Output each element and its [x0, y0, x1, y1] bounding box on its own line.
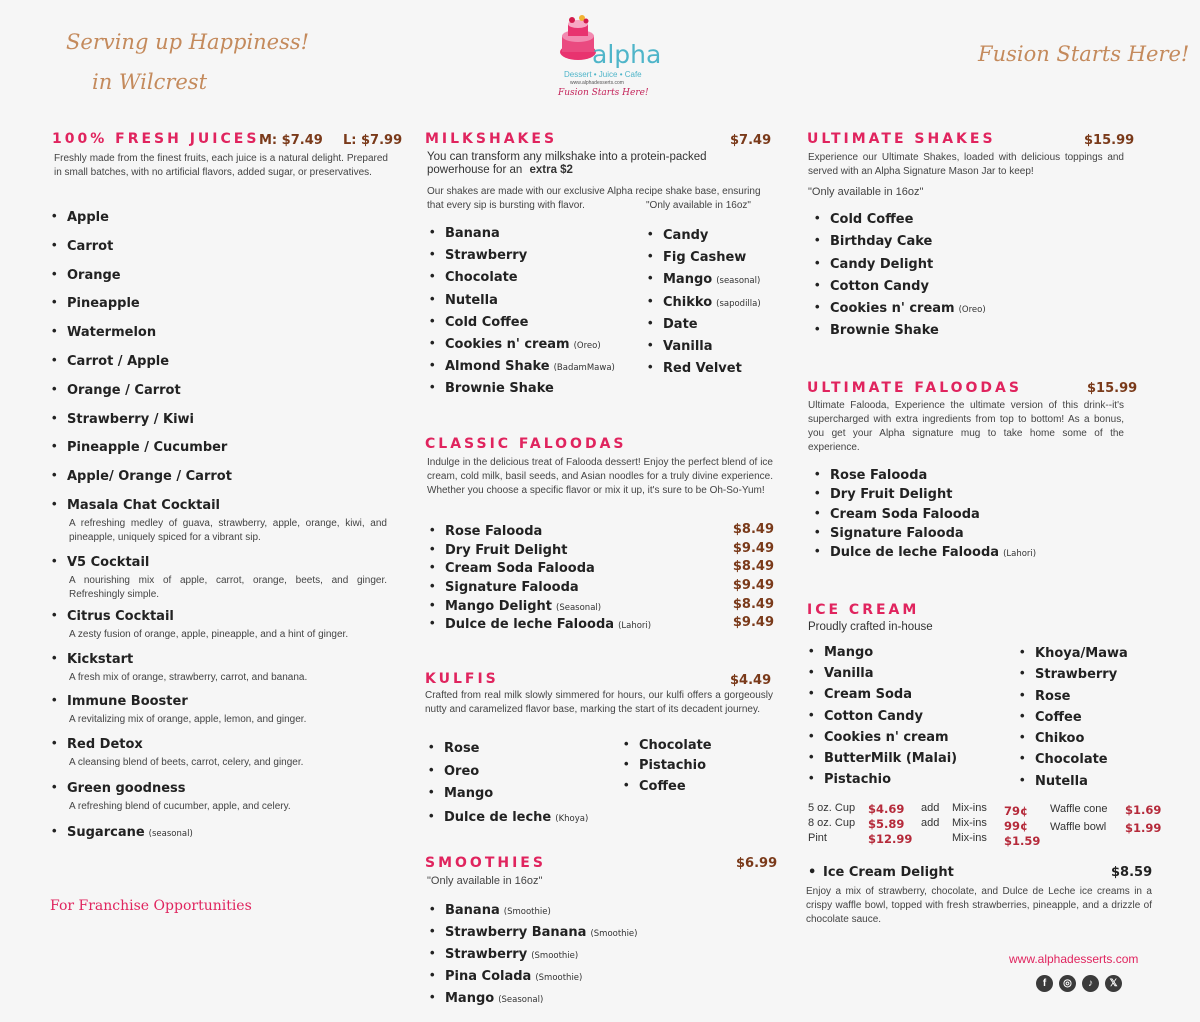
item-name: Dulce de leche Falooda	[830, 545, 1000, 561]
item-name: Red Velvet	[663, 361, 742, 377]
item-price: $8.49	[732, 559, 774, 575]
item-name: Apple	[67, 210, 109, 225]
item-note: (Khoya)	[555, 814, 589, 824]
ultimate-shakes-list	[830, 210, 986, 344]
list-item	[1035, 665, 1128, 686]
list-item	[824, 643, 957, 664]
item-desc: A zesty fusion of orange, apple, pineapple, and a hint of ginger.	[69, 628, 349, 640]
tiktok-icon[interactable]: ♪	[1082, 975, 1099, 992]
list-item	[830, 505, 1036, 524]
item-name: Candy	[663, 228, 709, 243]
item-name: Dulce de leche Falooda	[445, 617, 615, 633]
list-item	[445, 246, 615, 268]
list-item	[67, 692, 387, 735]
list-item	[830, 255, 986, 277]
list-item	[824, 728, 957, 749]
list-item	[639, 777, 712, 797]
item-name: Chocolate	[1035, 752, 1108, 768]
item-name: Chocolate	[445, 270, 518, 286]
item-name: Chikoo	[1035, 731, 1085, 747]
list-item	[445, 522, 774, 541]
juices-price-m: M: $7.49	[259, 133, 323, 148]
list-item	[663, 270, 761, 292]
item-name: Pistachio	[824, 772, 892, 788]
list-item	[1035, 729, 1128, 750]
list-item	[67, 823, 387, 852]
ultimate-faloodas-price: $15.99	[1087, 381, 1138, 396]
item-name: Orange	[67, 267, 121, 283]
item-name: Nutella	[1035, 773, 1088, 789]
list-item	[445, 615, 774, 634]
list-item	[830, 543, 1036, 562]
item-name: Coffee	[639, 778, 686, 794]
item-name: Cookies n' cream	[830, 301, 955, 317]
item-desc: A revitalizing mix of orange, apple, lemon, and ginger.	[69, 713, 307, 725]
item-name: Pineapple / Cucumber	[67, 440, 228, 456]
list-item	[67, 650, 387, 692]
item-name: Brownie Shake	[830, 323, 939, 339]
smoothies-title: SMOOTHIES	[425, 855, 546, 871]
list-item	[67, 208, 387, 237]
logo-url: www.alphadesserts.com	[570, 80, 624, 86]
item-price: $9.49	[732, 578, 774, 594]
size-label: 8 oz. Cup	[808, 817, 856, 829]
logo-name: alpha	[592, 40, 662, 69]
list-item	[830, 277, 986, 299]
classic-list	[445, 522, 774, 634]
milkshakes-desc2: Our shakes are made with our exclusive Alpha recipe shake base, ensuring that every sip is bursting with flavor.	[427, 186, 761, 211]
ultimate-shakes-price: $15.99	[1084, 133, 1135, 148]
list-item	[830, 466, 1036, 485]
kulfis-list-1	[444, 739, 588, 831]
item-name: Coffee	[1035, 709, 1082, 725]
list-item	[445, 597, 774, 616]
item-desc: A nourishing mix of apple, carrot, orange, beets, and ginger. Refreshingly simple.	[69, 574, 387, 600]
item-name: Pistachio	[639, 758, 707, 774]
item-price: $8.49	[732, 596, 774, 612]
waffle-label: Waffle bowl	[1050, 821, 1107, 833]
waffle-price: $1.69	[1125, 803, 1162, 817]
item-name: Cotton Candy	[830, 278, 929, 294]
item-note: (sapodilla)	[716, 298, 761, 309]
list-item	[830, 321, 986, 343]
list-item	[445, 313, 615, 335]
list-item	[67, 553, 387, 607]
item-name: Nutella	[445, 292, 498, 308]
list-item	[445, 923, 637, 945]
item-name: Signature Falooda	[830, 525, 964, 541]
franchise-link[interactable]: For Franchise Opportunities	[50, 898, 252, 914]
mixin-add: add	[921, 817, 940, 829]
logo-slogan: Fusion Starts Here!	[558, 88, 649, 98]
list-item	[67, 381, 387, 410]
logo-sub: Dessert • Juice • Cafe	[564, 70, 642, 79]
item-name: Chocolate	[639, 738, 712, 753]
list-item	[663, 293, 761, 315]
list-item	[663, 359, 761, 381]
list-item	[830, 210, 986, 232]
item-name: Vanilla	[824, 666, 874, 682]
item-name: Brownie Shake	[445, 381, 554, 397]
list-item	[830, 232, 986, 254]
item-name: ButterMilk (Malai)	[824, 750, 958, 766]
x-icon[interactable]: 𝕏	[1105, 975, 1122, 992]
classic-desc: Indulge in the delicious treat of Falooda dessert! Enjoy the perfect blend of ice cream, cold milk, basil seeds, and Asian noodles for a truly divine experience. Whether you choose a specific flavor or mix it up, it's sure to be Oh-So-Yum!	[427, 457, 773, 496]
mixin-price: 79¢	[1004, 804, 1029, 818]
milkshakes-desc1	[427, 151, 727, 177]
list-item	[824, 770, 957, 791]
list-item	[830, 485, 1036, 504]
item-name: Rose Falooda	[445, 524, 543, 539]
item-name: Strawberry	[1035, 667, 1118, 683]
item-name: Almond Shake	[445, 359, 550, 375]
classic-title: CLASSIC FALOODAS	[425, 436, 627, 452]
item-price: $9.49	[732, 615, 774, 631]
item-name: Banana	[445, 903, 500, 918]
item-name: Cold Coffee	[830, 212, 914, 227]
item-name: Rose	[444, 741, 480, 756]
juices-list	[67, 208, 387, 852]
juices-desc: Freshly made from the finest fruits, each juice is a natural delight. Prepared in small batches, with no artificial flavors, added sugar, or preservatives.	[54, 153, 388, 178]
list-item	[639, 756, 712, 776]
item-note: (Smoothie)	[535, 973, 583, 983]
list-item	[67, 496, 387, 553]
item-name: Mango	[445, 991, 495, 1006]
mixin-label: Mix-ins	[952, 802, 987, 814]
item-desc: A cleansing blend of beets, carrot, celery, and ginger.	[69, 756, 304, 768]
item-note: (Smoothie)	[590, 929, 638, 939]
size-price: $4.69	[868, 802, 905, 816]
size-row	[808, 802, 905, 816]
list-item	[445, 901, 637, 923]
item-name: Pina Colada	[445, 969, 532, 984]
list-item	[444, 762, 588, 785]
list-item	[445, 559, 774, 578]
list-item	[444, 739, 588, 762]
list-item	[67, 607, 387, 650]
list-item	[445, 578, 774, 597]
mixin-label: Mix-ins	[952, 817, 987, 829]
item-name: Immune Booster	[67, 693, 188, 709]
milkshakes-only: "Only available in 16oz"	[646, 200, 751, 211]
list-item	[1035, 644, 1128, 665]
item-name: Kickstart	[67, 651, 134, 667]
item-name: V5 Cocktail	[67, 554, 150, 570]
item-name: Cream Soda Falooda	[830, 506, 980, 522]
item-name: Signature Falooda	[445, 580, 579, 596]
item-name: Birthday Cake	[830, 234, 933, 250]
item-note: (Lahori)	[1003, 549, 1037, 560]
item-desc: A refreshing blend of cucumber, apple, and celery.	[69, 800, 291, 812]
list-item	[444, 808, 588, 831]
list-item	[1035, 708, 1128, 729]
list-item	[67, 438, 387, 467]
ultimate-faloodas-desc: Ultimate Falooda, Experience the ultimate version of this drink--it's supercharged with extra ingredients from top to bottom! As a bonus, you get your Alpha signature mug to take home some of the experience.	[808, 400, 1124, 453]
size-row	[808, 817, 905, 831]
list-item	[67, 410, 387, 439]
kulfis-desc: Crafted from real milk slowly simmered for hours, our kulfi offers a gorgeously nutty and caramelized flavor base, marking the start of its decadent journey.	[425, 690, 773, 715]
item-name: Cookies n' cream	[824, 729, 949, 745]
extra-charge: extra $2	[529, 164, 573, 176]
ultimate-shakes-desc: Experience our Ultimate Shakes, loaded with delicious toppings and served with an Alpha Signature Mason Jar to keep!	[808, 152, 1124, 177]
size-label: 5 oz. Cup	[808, 802, 856, 814]
item-desc: A fresh mix of orange, strawberry, carrot, and banana.	[69, 671, 308, 683]
juices-price-l: L: $7.99	[343, 133, 403, 148]
list-item	[663, 315, 761, 337]
item-name: Green goodness	[67, 780, 186, 796]
item-note: (Seasonal)	[498, 995, 544, 1005]
instagram-icon[interactable]: ◎	[1059, 975, 1076, 992]
right-slogan: Fusion Starts Here!	[978, 42, 1190, 66]
list-item	[663, 248, 761, 270]
mixin-price: $1.59	[1004, 834, 1041, 848]
mixin-label: Mix-ins	[952, 832, 987, 844]
item-name: Fig Cashew	[663, 250, 747, 266]
list-item	[830, 299, 986, 321]
item-name: Vanilla	[663, 338, 713, 354]
ultimate-shakes-only: "Only available in 16oz"	[808, 186, 924, 198]
list-item	[663, 337, 761, 359]
item-name: Sugarcane	[67, 824, 145, 840]
item-name: Carrot	[67, 238, 114, 254]
list-item	[445, 291, 615, 313]
ice-cream-delight-name: • Ice Cream Delight	[808, 865, 954, 880]
item-note: (Seasonal)	[556, 602, 602, 613]
mixin-price: 99¢	[1004, 819, 1029, 833]
waffle-label: Waffle cone	[1050, 803, 1108, 815]
item-name: Date	[663, 316, 698, 332]
item-price: $8.49	[732, 522, 774, 537]
protein-text: You can transform any milkshake into a protein-packed powerhouse for an	[427, 151, 707, 176]
ice-cream-delight-desc: Enjoy a mix of strawberry, chocolate, and Dulce de Leche ice creams in a crispy waffle bowl, topped with fresh strawberries, pineapple, and a drizzle of chocolate sauce.	[806, 886, 1152, 925]
logo	[552, 12, 662, 102]
kulfis-title: KULFIS	[425, 671, 499, 687]
item-name: Khoya/Mawa	[1035, 646, 1128, 661]
item-name: Strawberry / Kiwi	[67, 411, 194, 427]
list-item	[67, 467, 387, 496]
item-note: (Smoothie)	[531, 951, 579, 961]
item-name: Mango Delight	[445, 598, 553, 614]
item-name: Citrus Cocktail	[67, 608, 174, 624]
mixin-add: add	[921, 802, 940, 814]
list-item	[824, 664, 957, 685]
item-name: Mango	[663, 272, 713, 288]
item-note: (seasonal)	[716, 276, 761, 287]
list-item	[445, 379, 615, 401]
list-item	[824, 707, 957, 728]
facebook-icon[interactable]: f	[1036, 975, 1053, 992]
item-name: Dry Fruit Delight	[445, 542, 568, 558]
item-note: (Oreo)	[573, 340, 601, 351]
milkshakes-list-1	[445, 224, 615, 402]
list-item	[639, 736, 712, 756]
list-item	[67, 294, 387, 323]
item-name: Cotton Candy	[824, 708, 923, 724]
item-name: Mango	[444, 786, 494, 801]
item-name: Watermelon	[67, 325, 157, 341]
ice-cream-delight-price: $8.59	[1111, 865, 1153, 880]
list-item	[1035, 750, 1128, 771]
website-link[interactable]: www.alphadesserts.com	[1009, 952, 1139, 966]
item-name: Chikko	[663, 294, 713, 310]
ultimate-faloodas-list	[830, 466, 1036, 562]
milkshakes-title: MILKSHAKES	[425, 131, 558, 147]
item-name: Dry Fruit Delight	[830, 487, 953, 503]
item-name: Cream Soda Falooda	[445, 561, 595, 577]
size-label: Pint	[808, 832, 827, 844]
item-name: Cookies n' cream	[445, 336, 570, 352]
smoothies-only: "Only available in 16oz"	[427, 875, 543, 887]
item-name: Cream Soda	[824, 687, 912, 703]
list-item	[67, 735, 387, 779]
list-item	[445, 335, 615, 357]
item-price: $9.49	[732, 540, 774, 556]
list-item	[1035, 687, 1128, 708]
ice-cream-sizes	[808, 802, 1168, 852]
item-name: Apple/ Orange / Carrot	[67, 469, 232, 485]
tagline-1: Serving up Happiness!	[66, 30, 310, 54]
tagline-2: in Wilcrest	[92, 70, 208, 94]
list-item	[1035, 772, 1128, 793]
item-note: (seasonal)	[148, 828, 193, 839]
ultimate-shakes-title: ULTIMATE SHAKES	[807, 131, 996, 147]
milkshakes-price: $7.49	[730, 133, 772, 148]
kulfis-list-2	[639, 736, 712, 797]
item-note: (Lahori)	[618, 621, 652, 632]
smoothies-price: $6.99	[736, 856, 778, 871]
smoothies-list	[445, 901, 637, 1011]
item-name: Rose Falooda	[830, 468, 928, 483]
kulfis-price: $4.49	[730, 673, 772, 688]
item-name: Orange / Carrot	[67, 382, 181, 398]
list-item	[67, 352, 387, 381]
item-name: Dulce de leche	[444, 810, 552, 825]
item-name: Banana	[445, 226, 500, 241]
list-item	[824, 685, 957, 706]
item-name: Strawberry	[445, 248, 528, 264]
item-name: Strawberry	[445, 947, 528, 962]
list-item	[445, 541, 774, 560]
list-item	[445, 989, 637, 1011]
list-item	[445, 268, 615, 290]
size-price: $12.99	[868, 832, 913, 846]
list-item	[67, 779, 387, 823]
social-icons	[1036, 975, 1128, 992]
item-name: Cold Coffee	[445, 314, 529, 330]
item-name: Mango	[824, 645, 874, 660]
size-price: $5.89	[868, 817, 905, 831]
ice-cream-list-1	[824, 643, 957, 791]
list-item	[830, 524, 1036, 543]
list-item	[445, 967, 637, 989]
item-name: Rose	[1035, 688, 1071, 704]
item-name: Oreo	[444, 763, 480, 779]
ice-cream-sub: Proudly crafted in-house	[808, 621, 933, 633]
ice-cream-list-2	[1035, 644, 1128, 793]
ice-cream-title: ICE CREAM	[807, 602, 920, 618]
item-name: Candy Delight	[830, 256, 934, 272]
juices-title: 100% FRESH JUICES	[52, 131, 260, 147]
item-name: Masala Chat Cocktail	[67, 497, 221, 513]
size-row	[808, 832, 913, 846]
list-item	[444, 784, 588, 808]
item-name: Strawberry Banana	[445, 925, 587, 940]
ultimate-faloodas-title: ULTIMATE FALOODAS	[807, 380, 1022, 396]
item-note: (Smoothie)	[503, 907, 551, 917]
list-item	[67, 266, 387, 295]
list-item	[67, 237, 387, 266]
item-note: (Oreo)	[958, 305, 986, 316]
item-name: Carrot / Apple	[67, 353, 170, 369]
list-item	[445, 224, 615, 246]
item-name: Pineapple	[67, 296, 140, 312]
list-item	[824, 749, 957, 770]
list-item	[445, 357, 615, 379]
list-item	[663, 226, 761, 248]
waffle-price: $1.99	[1125, 821, 1162, 835]
list-item	[445, 945, 637, 967]
item-note: (BadamMawa)	[553, 363, 615, 374]
item-name: Red Detox	[67, 736, 143, 752]
milkshakes-list-2	[663, 226, 761, 381]
item-desc: A refreshing medley of guava, strawberry, apple, orange, kiwi, and pineapple, uniquely spiced for a vibrant sip.	[69, 517, 387, 543]
list-item	[67, 323, 387, 352]
